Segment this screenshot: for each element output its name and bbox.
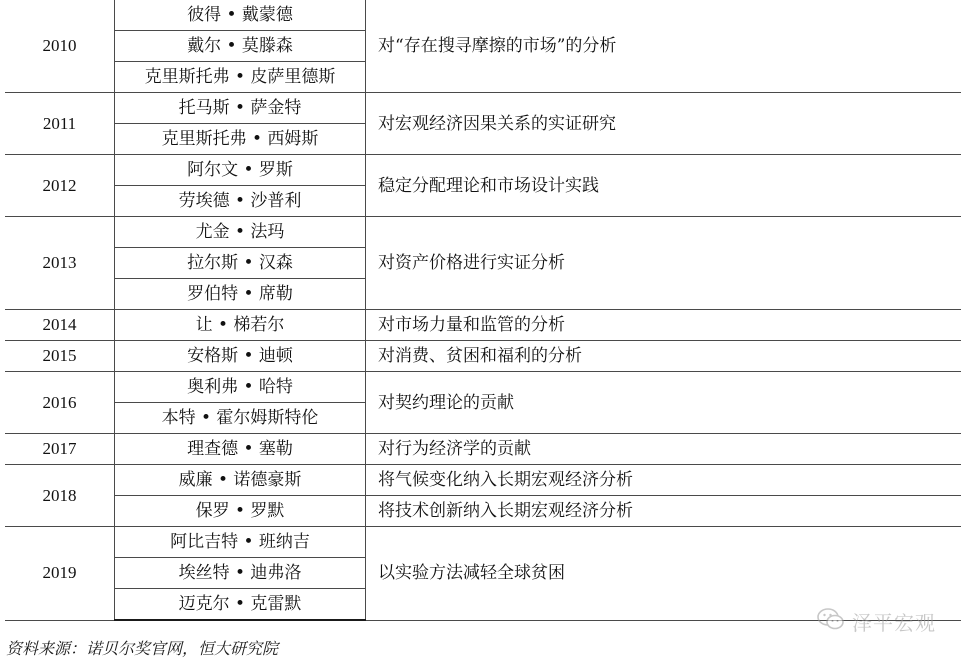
- laureate-name: 迈克尔 • 克雷默: [115, 589, 366, 621]
- table-row: [5, 217, 961, 248]
- laureate-name: 保罗 • 罗默: [115, 496, 366, 527]
- table-row: [5, 496, 961, 527]
- prize-reason: 以实验方法减轻全球贫困: [366, 527, 962, 621]
- laureate-name: 克里斯托弗 • 西姆斯: [115, 124, 366, 155]
- prize-reason: 对行为经济学的贡献: [366, 434, 962, 465]
- source-note: 资料来源：诺贝尔奖官网，恒大研究院: [6, 639, 279, 658]
- laureate-name: 彼得 • 戴蒙德: [115, 0, 366, 31]
- table-row: [5, 341, 961, 372]
- table-row: [5, 372, 961, 403]
- laureate-name: 奥利弗 • 哈特: [115, 372, 366, 403]
- table-row: [5, 0, 961, 31]
- prize-reason: 对“存在搜寻摩擦的市场”的分析: [366, 0, 962, 93]
- year-cell: 2011: [5, 93, 115, 155]
- table-row: [5, 155, 961, 186]
- laureate-name: 戴尔 • 莫滕森: [115, 31, 366, 62]
- prize-reason: 将技术创新纳入长期宏观经济分析: [366, 496, 962, 527]
- year-cell: 2018: [5, 465, 115, 527]
- laureate-name: 本特 • 霍尔姆斯特伦: [115, 403, 366, 434]
- table-row: [5, 434, 961, 465]
- table-row: [5, 310, 961, 341]
- prize-reason: 对契约理论的贡献: [366, 372, 962, 434]
- laureate-name: 尤金 • 法玛: [115, 217, 366, 248]
- laureate-name: 克里斯托弗 • 皮萨里德斯: [115, 62, 366, 93]
- prize-reason: 对宏观经济因果关系的实证研究: [366, 93, 962, 155]
- laureate-name: 安格斯 • 迪顿: [115, 341, 366, 372]
- year-cell: 2016: [5, 372, 115, 434]
- table-row: [5, 93, 961, 124]
- laureate-name: 埃丝特 • 迪弗洛: [115, 558, 366, 589]
- wechat-icon: [816, 606, 846, 636]
- laureate-name: 阿比吉特 • 班纳吉: [115, 527, 366, 558]
- laureate-name: 托马斯 • 萨金特: [115, 93, 366, 124]
- prize-reason: 稳定分配理论和市场设计实践: [366, 155, 962, 217]
- year-cell: 2017: [5, 434, 115, 465]
- laureate-name: 罗伯特 • 席勒: [115, 279, 366, 310]
- laureate-name: 阿尔文 • 罗斯: [115, 155, 366, 186]
- table-row: [5, 527, 961, 558]
- laureate-name: 拉尔斯 • 汉森: [115, 248, 366, 279]
- prize-reason: 对市场力量和监管的分析: [366, 310, 962, 341]
- laureate-name: 威廉 • 诺德豪斯: [115, 465, 366, 496]
- year-cell: 2010: [5, 0, 115, 93]
- prize-reason: 对消费、贫困和福利的分析: [366, 341, 962, 372]
- table-row: [5, 465, 961, 496]
- year-cell: 2013: [5, 217, 115, 310]
- laureate-name: 理查德 • 塞勒: [115, 434, 366, 465]
- laureates-table: [5, 0, 961, 621]
- watermark-text: 泽平宏观: [852, 610, 936, 635]
- year-cell: 2019: [5, 527, 115, 621]
- watermark: [816, 606, 936, 636]
- year-cell: 2015: [5, 341, 115, 372]
- year-cell: 2014: [5, 310, 115, 341]
- laureate-name: 让 • 梯若尔: [115, 310, 366, 341]
- year-cell: 2012: [5, 155, 115, 217]
- laureate-name: 劳埃德 • 沙普利: [115, 186, 366, 217]
- prize-reason: 对资产价格进行实证分析: [366, 217, 962, 310]
- prize-reason: 将气候变化纳入长期宏观经济分析: [366, 465, 962, 496]
